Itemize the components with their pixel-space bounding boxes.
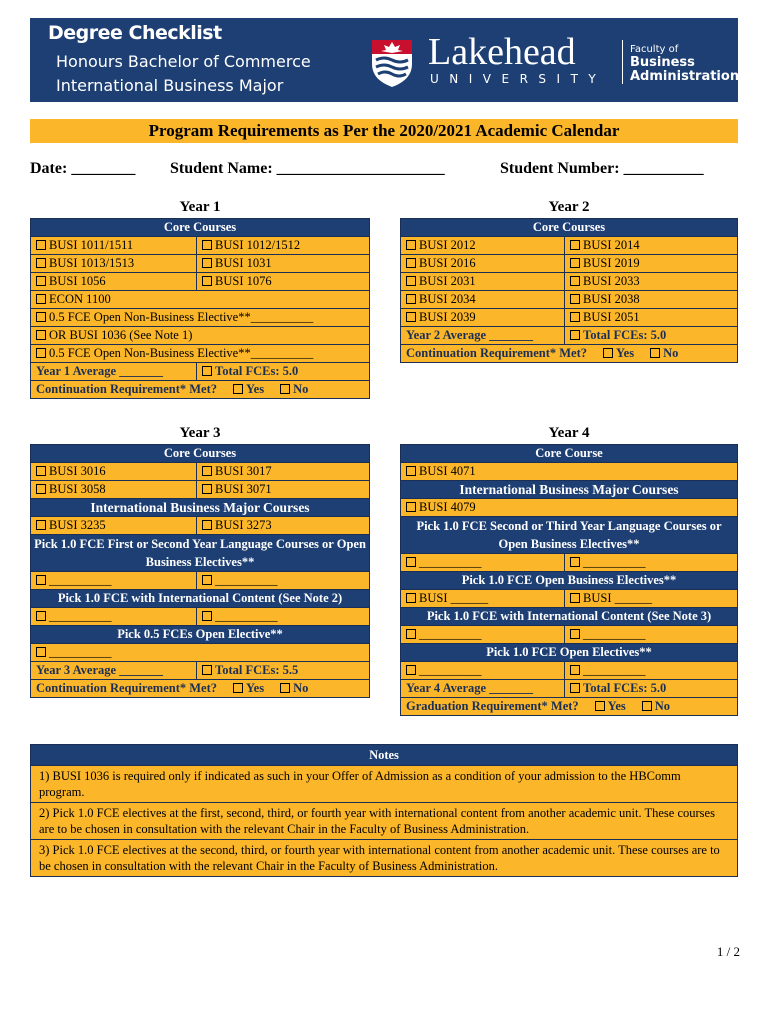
checkbox[interactable] [36,611,46,621]
year2-yes: Yes [616,346,635,360]
course-busi-2019: BUSI 2019 [583,256,640,270]
year2-total-fces: Total FCEs: 5.0 [583,328,667,342]
year4-major-heading: International Business Major Courses [401,481,738,499]
year3-average[interactable]: Year 3 Average _______ [31,662,197,680]
university-logo-subtext: UNIVERSITY [430,72,607,86]
course-busi-1013: BUSI 1013/1513 [49,256,135,270]
course-busi-2012: BUSI 2012 [419,238,476,252]
year1-core-heading: Core Courses [31,219,370,237]
year3-major-heading: International Business Major Courses [31,499,370,517]
checkbox[interactable] [406,294,416,304]
checkbox[interactable] [570,312,580,322]
note-2: 2) Pick 1.0 FCE electives at the first, second, third, or fourth year with international content from another academic unit. These courses are to be chosen in consultation with the relevant Chair in the Faculty of Business Administration. [31,803,738,840]
faculty-name-line1: Business [630,55,695,70]
checkbox[interactable] [202,258,212,268]
course-busi-2039: BUSI 2039 [419,310,476,324]
course-busi-3273: BUSI 3273 [215,518,272,532]
year1-table [30,218,370,399]
course-busi-3235: BUSI 3235 [49,518,106,532]
faculty-small-label: Faculty of [630,44,679,55]
blank-entry[interactable]: __________ [49,645,112,659]
course-busi-4079: BUSI 4079 [419,500,476,514]
checkbox[interactable] [36,575,46,585]
checkbox[interactable] [36,294,46,304]
year4-open-elective-heading: Pick 1.0 FCE Open Electives** [401,644,738,662]
course-busi-1076: BUSI 1076 [215,274,272,288]
checkbox[interactable] [202,611,212,621]
course-busi-4071: BUSI 4071 [419,464,476,478]
elective-non-business-1: 0.5 FCE Open Non-Business Elective**__________ [49,310,314,324]
course-busi-3017: BUSI 3017 [215,464,272,478]
course-busi-1012: BUSI 1012/1512 [215,238,301,252]
checkbox[interactable] [202,520,212,530]
checkbox[interactable] [570,294,580,304]
course-econ-1100: ECON 1100 [49,292,111,306]
checkbox[interactable] [36,520,46,530]
blank-entry[interactable]: __________ [215,573,278,587]
year4-total-fces: Total FCEs: 5.0 [583,681,667,695]
checkbox[interactable] [595,701,605,711]
note-1: 1) BUSI 1036 is required only if indicated as such in your Offer of Admission as a condition of your admission to the HBComm program. [31,766,738,803]
university-logo-name: Lakehead [428,31,576,73]
checkbox[interactable] [406,665,416,675]
year4-yes: Yes [607,699,626,713]
checkbox[interactable] [406,240,416,250]
checkbox[interactable] [603,348,613,358]
year1-average[interactable]: Year 1 Average _______ [31,363,197,381]
year1-title: Year 1 [179,199,221,215]
notes-heading: Notes [31,745,738,766]
blank-entry[interactable]: __________ [419,555,482,569]
checkbox[interactable] [570,593,580,603]
blank-entry[interactable]: __________ [583,555,646,569]
blank-entry[interactable]: __________ [419,663,482,677]
checkbox[interactable] [202,366,212,376]
checkbox[interactable] [570,629,580,639]
logo-divider [622,40,623,84]
blank-entry[interactable]: __________ [49,609,112,623]
checkbox[interactable] [570,330,580,340]
checkbox[interactable] [570,557,580,567]
course-busi-1036: OR BUSI 1036 (See Note 1) [49,328,193,342]
year1-no: No [293,382,309,396]
year4-business-elective-heading: Pick 1.0 FCE Open Business Electives** [401,572,738,590]
checkbox[interactable] [406,276,416,286]
major-name: International Business Major [56,76,284,95]
year4-language-pick-heading: Pick 1.0 FCE Second or Third Year Language Courses or Open Business Electives** [401,517,738,554]
faculty-name-line2: Administration [630,69,740,84]
checkbox[interactable] [406,629,416,639]
year4-graduation-label: Graduation Requirement* Met? [406,699,579,713]
course-busi-2051: BUSI 2051 [583,310,640,324]
checkbox[interactable] [36,348,46,358]
university-shield-icon [370,38,414,88]
checkbox[interactable] [570,683,580,693]
year3-core-heading: Core Courses [31,445,370,463]
year3-table [30,444,370,698]
year1-continuation-label: Continuation Requirement* Met? [36,382,218,396]
course-busi-2034: BUSI 2034 [419,292,476,306]
year2-core-heading: Core Courses [401,219,738,237]
year3-total-fces: Total FCEs: 5.5 [215,663,299,677]
checkbox[interactable] [36,647,46,657]
checkbox[interactable] [406,502,416,512]
year3-yes: Yes [246,681,265,695]
checkbox[interactable] [202,484,212,494]
blank-entry[interactable]: __________ [215,609,278,623]
year3-no: No [293,681,309,695]
checkbox[interactable] [406,557,416,567]
checkbox[interactable] [202,575,212,585]
date-field[interactable]: Date: ________ [30,160,136,177]
checkbox[interactable] [233,384,243,394]
checkbox[interactable] [570,240,580,250]
note-3: 3) Pick 1.0 FCE electives at the second, third, or fourth year with international content from another academic unit. These courses are to be chosen in consultation with the relevant Chair in the Faculty of Business Administration. [31,840,738,877]
student-name-field[interactable]: Student Name: _____________________ [170,160,445,177]
program-requirements-banner: Program Requirements as Per the 2020/2021 Academic Calendar [30,119,738,143]
degree-name: Honours Bachelor of Commerce [56,52,311,71]
checkbox[interactable] [36,276,46,286]
checkbox[interactable] [202,665,212,675]
course-busi-2031: BUSI 2031 [419,274,476,288]
checkbox[interactable] [406,466,416,476]
year2-average[interactable]: Year 2 Average _______ [401,327,565,345]
checkbox[interactable] [202,466,212,476]
checkbox[interactable] [202,276,212,286]
year4-title: Year 4 [548,425,590,441]
blank-entry[interactable]: __________ [49,573,112,587]
course-busi-3016: BUSI 3016 [49,464,106,478]
checkbox[interactable] [202,240,212,250]
blank-entry[interactable]: __________ [419,627,482,641]
course-busi-1056: BUSI 1056 [49,274,106,288]
checkbox[interactable] [36,258,46,268]
year4-core-heading: Core Course [401,445,738,463]
year3-continuation-label: Continuation Requirement* Met? [36,681,218,695]
checkbox[interactable] [570,665,580,675]
course-busi-1031: BUSI 1031 [215,256,272,270]
checkbox[interactable] [233,683,243,693]
header-banner [30,18,738,102]
year3-open-elective-heading: Pick 0.5 FCEs Open Elective** [31,626,370,644]
checkbox[interactable] [36,240,46,250]
year3-title: Year 3 [179,425,221,441]
year4-table [400,444,738,716]
notes-table [30,744,738,877]
year2-title: Year 2 [548,199,590,215]
year1-yes: Yes [246,382,265,396]
checkbox[interactable] [570,258,580,268]
elective-non-business-2: 0.5 FCE Open Non-Business Elective**__________ [49,346,314,360]
checkbox[interactable] [36,330,46,340]
year3-language-pick-heading: Pick 1.0 FCE First or Second Year Language Courses or Open Business Electives** [31,535,370,572]
checkbox[interactable] [406,593,416,603]
page-number: 1 / 2 [716,944,740,959]
year2-table [400,218,738,363]
checkbox[interactable] [36,312,46,322]
course-busi-1011: BUSI 1011/1511 [49,238,134,252]
document-title: Degree Checklist [48,22,222,44]
year2-continuation-label: Continuation Requirement* Met? [406,346,588,360]
checkbox[interactable] [650,348,660,358]
course-busi-2033: BUSI 2033 [583,274,640,288]
busi-blank-entry[interactable]: BUSI ______ [583,591,653,605]
checkbox[interactable] [280,683,290,693]
course-busi-3071: BUSI 3071 [215,482,272,496]
checkbox[interactable] [406,258,416,268]
checkbox[interactable] [280,384,290,394]
checkbox[interactable] [406,312,416,322]
checkbox[interactable] [570,276,580,286]
course-busi-3058: BUSI 3058 [49,482,106,496]
year3-international-pick-heading: Pick 1.0 FCE with International Content (See Note 2) [31,590,370,608]
year2-no: No [663,346,679,360]
year4-average[interactable]: Year 4 Average _______ [401,680,565,698]
year1-total-fces: Total FCEs: 5.0 [215,364,299,378]
blank-entry[interactable]: __________ [583,663,646,677]
checkbox[interactable] [36,466,46,476]
course-busi-2014: BUSI 2014 [583,238,640,252]
checkbox[interactable] [642,701,652,711]
student-number-field[interactable]: Student Number: __________ [500,160,704,177]
blank-entry[interactable]: __________ [583,627,646,641]
course-busi-2038: BUSI 2038 [583,292,640,306]
busi-blank-entry[interactable]: BUSI ______ [419,591,489,605]
course-busi-2016: BUSI 2016 [419,256,476,270]
checkbox[interactable] [36,484,46,494]
year4-no: No [654,699,671,713]
year4-international-pick-heading: Pick 1.0 FCE with International Content (See Note 3) [401,608,738,626]
